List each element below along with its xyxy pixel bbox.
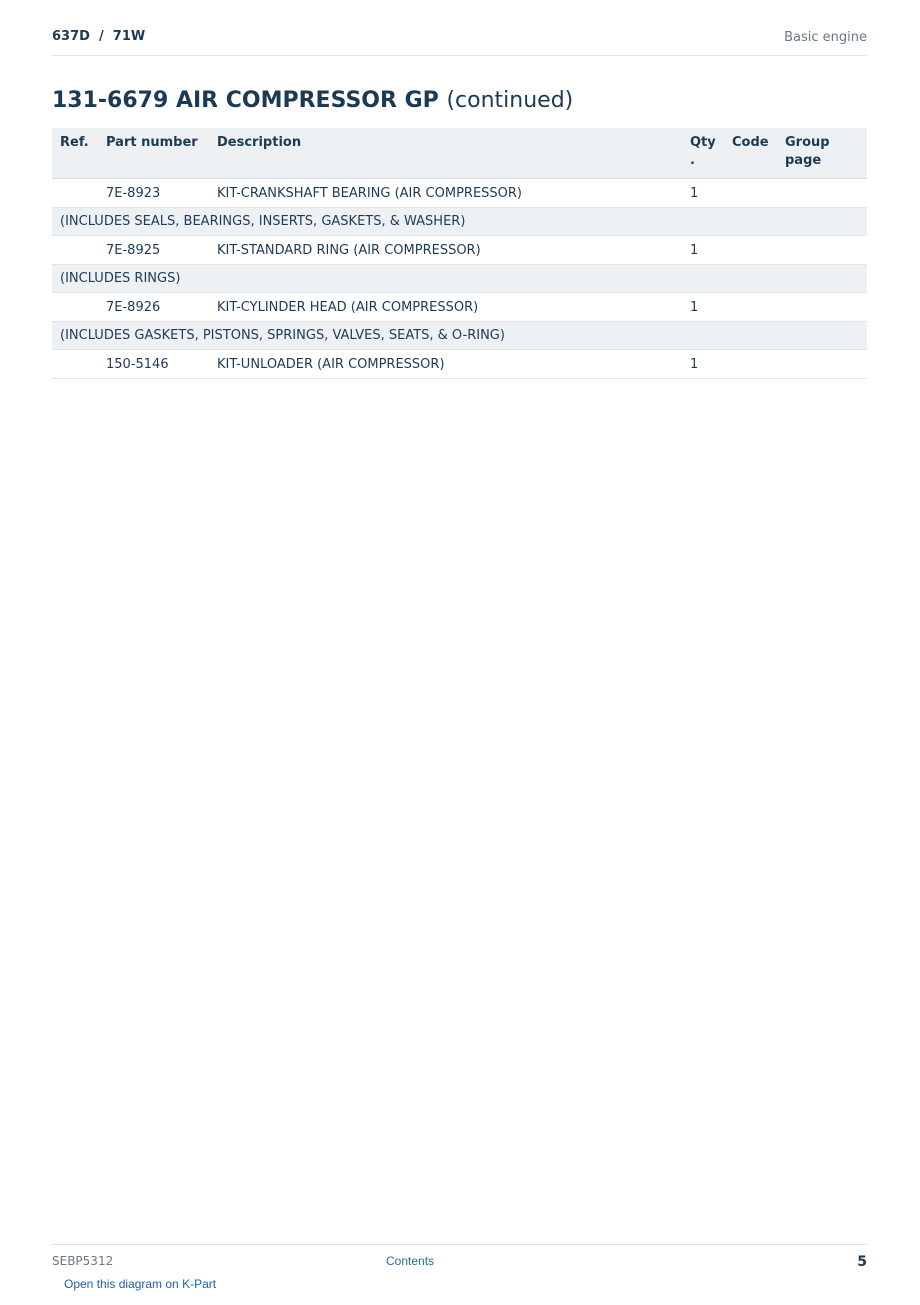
col-qty: Qty . xyxy=(682,128,724,179)
row-description: KIT-CYLINDER HEAD (AIR COMPRESSOR) xyxy=(209,293,682,322)
page-number: 5 xyxy=(857,1254,867,1270)
row-code xyxy=(724,293,777,322)
row-group-page xyxy=(777,293,867,322)
page-header xyxy=(52,29,867,56)
col-group-page: Group page xyxy=(777,128,867,179)
row-qty: 1 xyxy=(682,179,724,208)
row-note: (INCLUDES RINGS) xyxy=(52,265,867,293)
col-part-number: Part number xyxy=(98,128,209,179)
row-ref xyxy=(52,179,98,208)
model-label: 637D / 71W xyxy=(52,29,146,44)
page-title xyxy=(52,88,573,113)
row-description: KIT-STANDARD RING (AIR COMPRESSOR) xyxy=(209,236,682,265)
row-part-number[interactable]: 150-5146 xyxy=(98,350,209,379)
row-qty: 1 xyxy=(682,236,724,265)
col-ref: Ref. xyxy=(52,128,98,179)
row-note: (INCLUDES SEALS, BEARINGS, INSERTS, GASKETS, & WASHER) xyxy=(52,208,867,236)
row-part-number[interactable]: 7E-8923 xyxy=(98,179,209,208)
table-note-row xyxy=(52,322,867,350)
row-group-page xyxy=(777,179,867,208)
row-part-number[interactable]: 7E-8926 xyxy=(98,293,209,322)
section-label: Basic engine xyxy=(784,30,867,45)
table-row xyxy=(52,350,867,379)
row-qty: 1 xyxy=(682,350,724,379)
row-group-page xyxy=(777,236,867,265)
table-row xyxy=(52,179,867,208)
row-part-number[interactable]: 7E-8925 xyxy=(98,236,209,265)
table-note-row xyxy=(52,208,867,236)
col-description: Description xyxy=(209,128,682,179)
kpart-diagram-link[interactable]: Open this diagram on K-Part xyxy=(64,1277,217,1291)
row-code xyxy=(724,179,777,208)
row-ref xyxy=(52,236,98,265)
table-row xyxy=(52,236,867,265)
contents-link[interactable]: Contents xyxy=(386,1254,435,1268)
parts-table xyxy=(52,128,867,379)
row-code xyxy=(724,350,777,379)
page-footer xyxy=(52,1244,867,1305)
table-header-row xyxy=(52,128,867,179)
row-ref xyxy=(52,350,98,379)
row-qty: 1 xyxy=(682,293,724,322)
group-title: 131-6679 AIR COMPRESSOR GP xyxy=(52,88,439,113)
row-note: (INCLUDES GASKETS, PISTONS, SPRINGS, VALVES, SEATS, & O-RING) xyxy=(52,322,867,350)
row-description: KIT-CRANKSHAFT BEARING (AIR COMPRESSOR) xyxy=(209,179,682,208)
table-row xyxy=(52,293,867,322)
document-id: SEBP5312 xyxy=(52,1254,114,1268)
row-group-page xyxy=(777,350,867,379)
col-code: Code xyxy=(724,128,777,179)
row-code xyxy=(724,236,777,265)
continued-label: (continued) xyxy=(446,88,574,113)
row-ref xyxy=(52,293,98,322)
row-description: KIT-UNLOADER (AIR COMPRESSOR) xyxy=(209,350,682,379)
table-note-row xyxy=(52,265,867,293)
